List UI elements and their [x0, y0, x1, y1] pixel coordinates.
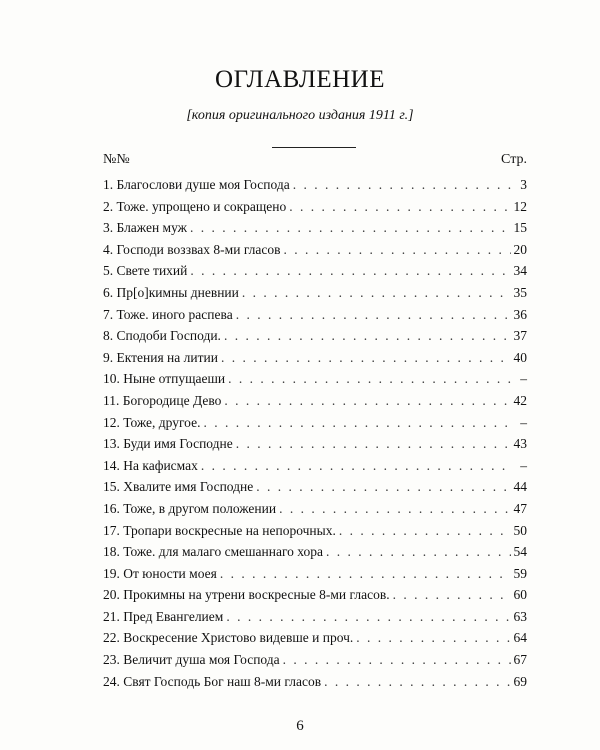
toc-entry-page: 42 [513, 392, 527, 408]
toc-entry-title: 2. Тоже. упрощено и сокращено [103, 198, 287, 214]
dot-leader [284, 239, 511, 261]
toc-entry-title: 14. На кафисмах [103, 457, 198, 473]
toc-entry-page: 40 [513, 349, 527, 365]
dot-leader [236, 304, 511, 326]
toc-entry [103, 563, 527, 585]
toc-entry-title: 18. Тоже. для малаго смешаннаго хора [103, 544, 324, 560]
toc-entry [103, 325, 527, 347]
dot-leader [201, 455, 512, 477]
dot-leader [242, 282, 511, 304]
toc-entry-page: 54 [513, 544, 527, 560]
toc-entry-title: 19. От юности моея [103, 565, 217, 581]
toc-entry-title: 16. Тоже, в другом положении [103, 500, 277, 516]
dot-leader [289, 196, 510, 218]
toc-entry-title: 3. Блажен муж [103, 220, 187, 236]
dot-leader [356, 627, 510, 649]
dot-leader [236, 433, 511, 455]
dot-leader [393, 584, 511, 606]
number-column-header: №№ [103, 152, 130, 167]
toc-entry-page: 50 [513, 522, 527, 538]
page-number: 6 [296, 718, 304, 734]
toc-entry [103, 498, 527, 520]
dot-leader [326, 541, 510, 563]
toc-entry-title: 22. Воскресение Христово видевше и проч. [103, 630, 354, 646]
dot-leader [224, 325, 511, 347]
toc-entry [103, 541, 527, 563]
toc-entry [103, 347, 527, 369]
toc-entry-page: – [520, 457, 527, 473]
toc-entry-page: 36 [513, 306, 527, 322]
toc-entry-title: 8. Сподоби Господи. [103, 328, 221, 344]
toc-entry [103, 671, 527, 693]
toc-entry [103, 520, 527, 542]
toc-entry-title: 7. Тоже. иного распева [103, 306, 233, 322]
table-of-contents [103, 174, 527, 692]
toc-entry [103, 239, 527, 261]
toc-entry [103, 649, 527, 671]
dot-leader [279, 498, 510, 520]
edition-note: [копия оригинального издания 1911 г.] [186, 108, 414, 123]
toc-entry [103, 606, 527, 628]
toc-entry-page: 67 [513, 652, 527, 668]
dot-leader [190, 260, 510, 282]
toc-entry-page: 64 [513, 630, 527, 646]
toc-entry [103, 196, 527, 218]
dot-leader [220, 563, 511, 585]
toc-header [103, 152, 527, 168]
toc-entry-page: 3 [520, 177, 527, 192]
toc-entry [103, 476, 527, 498]
toc-entry-page: 15 [513, 220, 527, 236]
toc-entry-page: 60 [513, 587, 527, 603]
toc-entry [103, 174, 527, 196]
toc-entry-title: 12. Тоже, другое. [103, 414, 201, 430]
toc-entry [103, 433, 527, 455]
toc-entry-title: 15. Хвалите имя Господне [103, 479, 254, 495]
toc-entry [103, 627, 527, 649]
toc-entry-title: 20. Прокимны на утрени воскресные 8-ми гласов. [103, 587, 390, 603]
dot-leader [224, 390, 510, 412]
toc-entry-page: 37 [513, 328, 527, 344]
toc-entry-page: 12 [513, 198, 527, 214]
toc-entry [103, 390, 527, 412]
toc-entry-page: 69 [513, 673, 527, 689]
dot-leader [203, 412, 512, 434]
toc-entry [103, 217, 527, 239]
toc-entry-title: 1. Благослови душе моя Господа [103, 177, 290, 192]
toc-entry-page: 20 [513, 241, 527, 257]
page-column-header: Стр. [501, 152, 527, 167]
toc-entry-page: – [520, 414, 527, 430]
toc-entry-page: 43 [513, 436, 527, 452]
toc-entry-page: 63 [513, 608, 527, 624]
toc-entry [103, 260, 527, 282]
title-divider [272, 147, 356, 148]
toc-entry [103, 282, 527, 304]
toc-entry [103, 412, 527, 434]
toc-entry-title: 17. Тропари воскресные на непорочных. [103, 522, 336, 538]
toc-entry-title: 4. Господи воззвах 8-ми гласов [103, 241, 281, 257]
toc-entry-page: 34 [513, 263, 527, 279]
toc-entry-title: 23. Величит душа моя Господа [103, 652, 280, 668]
toc-entry-page: 59 [513, 565, 527, 581]
toc-entry-page: 35 [513, 284, 527, 300]
toc-entry-page: 47 [513, 500, 527, 516]
toc-entry [103, 455, 527, 477]
dot-leader [256, 476, 510, 498]
dot-leader [228, 368, 512, 390]
toc-entry [103, 368, 527, 390]
toc-entry-title: 11. Богородице Дево [103, 392, 222, 408]
dot-leader [283, 649, 511, 671]
toc-entry-title: 6. Пр[о]кимны дневнии [103, 284, 239, 300]
toc-entry-title: 21. Пред Евангелием [103, 608, 224, 624]
dot-leader [293, 174, 512, 196]
page-title: ОГЛАВЛЕНИЕ [215, 66, 385, 93]
toc-entry-title: 13. Буди имя Господне [103, 436, 233, 452]
toc-entry-title: 24. Свят Господь Бог наш 8-ми гласов [103, 673, 322, 689]
dot-leader [190, 217, 511, 239]
toc-entry-page: 44 [513, 479, 527, 495]
toc-entry-title: 9. Ектения на литии [103, 349, 218, 365]
toc-entry [103, 304, 527, 326]
toc-entry-page: – [520, 371, 527, 387]
toc-entry-title: 5. Свете тихий [103, 263, 188, 279]
dot-leader [339, 520, 511, 542]
toc-entry [103, 584, 527, 606]
toc-entry-title: 10. Ныне отпущаеши [103, 371, 226, 387]
dot-leader [221, 347, 511, 369]
dot-leader [324, 671, 510, 693]
dot-leader [226, 606, 510, 628]
